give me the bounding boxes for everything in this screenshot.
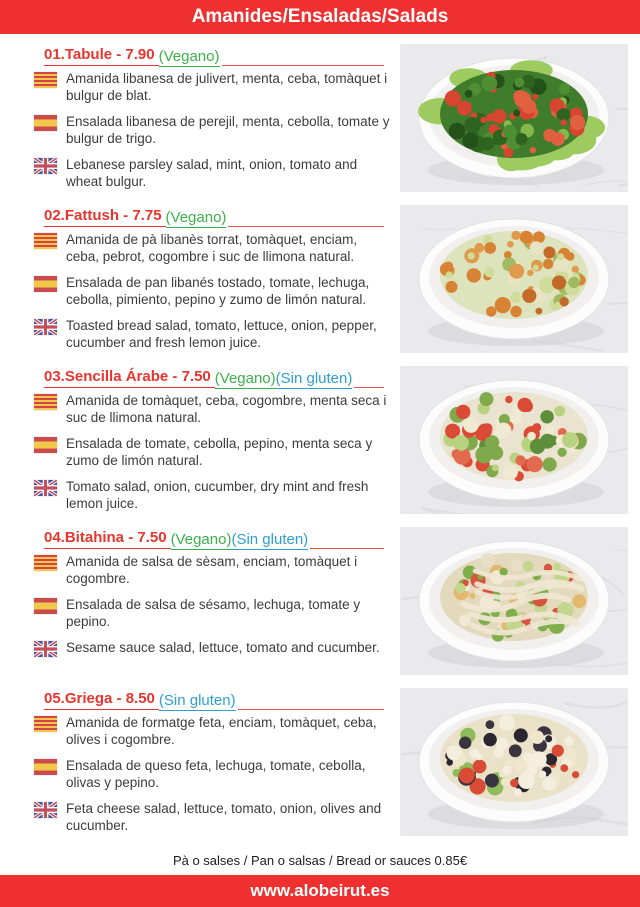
item-diet-tags (171, 530, 309, 549)
description-text: Sesame sauce salad, lettuce, tomato and cucumber. (66, 640, 380, 655)
item-descriptions (34, 392, 390, 512)
catalonia-flag-icon (34, 555, 57, 571)
diet-tag-vegan: (Vegano) (214, 370, 276, 387)
description-row (34, 435, 390, 469)
diet-tag-gluten: (Sin gluten) (158, 692, 236, 709)
title-rule-line (228, 226, 384, 227)
title-rule-line (354, 387, 384, 388)
description-text: Amanida de tomàquet, ceba, cogombre, menta seca i suc de llimona natural. (66, 393, 387, 425)
description-text: Tomato salad, onion, cucumber, dry mint and fresh lemon juice. (66, 479, 369, 511)
menu-item (34, 688, 628, 849)
description-row (34, 231, 390, 265)
uk-flag-icon (34, 158, 57, 174)
description-row (34, 553, 390, 587)
sauces-note (0, 849, 640, 875)
catalonia-flag-icon (34, 394, 57, 410)
description-row (34, 70, 390, 104)
description-text: Lebanese parsley salad, mint, onion, tomato and wheat bulgur. (66, 157, 358, 189)
item-descriptions (34, 70, 390, 190)
fattush-dish-photo (400, 205, 628, 353)
sauces-note-text: Pà o salses / Pan o salsas / Bread or sauces 0.85€ (172, 853, 468, 868)
description-text: Ensalada de salsa de sésamo, lechuga, tomate y pepino. (66, 597, 361, 629)
item-text-column (34, 527, 390, 688)
description-text: Ensalada de tomate, cebolla, pepino, menta seca y zumo de limón natural. (66, 436, 373, 468)
catalonia-flag-icon (34, 233, 57, 249)
title-rule-line (238, 709, 384, 710)
description-row (34, 113, 390, 147)
menu-content (0, 34, 640, 849)
item-title (44, 689, 384, 710)
diet-tag-vegan: (Vegano) (158, 48, 220, 65)
item-title (44, 206, 384, 227)
catalonia-flag-icon (34, 72, 57, 88)
uk-flag-icon (34, 319, 57, 335)
diet-tag-vegan: (Vegano) (170, 531, 232, 548)
description-text: Ensalada de queso feta, lechuga, tomate, cebolla, olivas y pepino. (66, 758, 366, 790)
menu-item (34, 205, 628, 366)
description-text: Amanida de formatge feta, enciam, tomàquet, ceba, olives i cogombre. (66, 715, 377, 747)
diet-tag-gluten: (Sin gluten) (275, 370, 353, 387)
description-text: Ensalada libanesa de perejil, menta, cebolla, tomate y bulgur de trigo. (66, 114, 390, 146)
item-name-price: 01.Tabule - 7.90 (44, 45, 159, 66)
uk-flag-icon (34, 802, 57, 818)
item-text-column (34, 44, 390, 205)
menu-item (34, 366, 628, 527)
sencilla-arabe-dish-photo (400, 366, 628, 514)
description-row (34, 317, 390, 351)
description-text: Amanida de salsa de sèsam, enciam, tomàquet i cogombre. (66, 554, 358, 586)
item-name-price: 05.Griega - 8.50 (44, 689, 159, 710)
item-name-price: 02.Fattush - 7.75 (44, 206, 166, 227)
spain-flag-icon (34, 276, 57, 292)
item-title (44, 45, 384, 66)
item-text-column (34, 366, 390, 527)
description-row (34, 757, 390, 791)
item-name-price: 04.Bitahina - 7.50 (44, 528, 171, 549)
item-descriptions (34, 714, 390, 834)
item-diet-tags (215, 369, 353, 388)
website-link[interactable]: www.alobeirut.es (250, 881, 390, 900)
page-footer-bar (0, 875, 640, 907)
diet-tag-vegan: (Vegano) (165, 209, 227, 226)
item-title (44, 528, 384, 549)
catalonia-flag-icon (34, 716, 57, 732)
description-text: Feta cheese salad, lettuce, tomato, onion, olives and cucumber. (66, 801, 382, 833)
item-descriptions (34, 231, 390, 351)
item-title (44, 367, 384, 388)
item-diet-tags (159, 691, 236, 710)
tabule-dish-photo (400, 44, 628, 192)
item-name-price: 03.Sencilla Árabe - 7.50 (44, 367, 215, 388)
description-row (34, 392, 390, 426)
description-text: Amanida libanesa de julivert, menta, ceba, tomàquet i bulgur de blat. (66, 71, 388, 103)
spain-flag-icon (34, 759, 57, 775)
description-row (34, 596, 390, 630)
description-row (34, 156, 390, 190)
item-diet-tags (159, 47, 220, 66)
spain-flag-icon (34, 437, 57, 453)
description-row (34, 714, 390, 748)
menu-items (34, 44, 628, 849)
description-row (34, 274, 390, 308)
page-title: Amanides/Ensaladas/Salads (191, 6, 449, 27)
description-row (34, 639, 390, 657)
item-descriptions (34, 553, 390, 657)
page-header-bar (0, 0, 640, 34)
uk-flag-icon (34, 480, 57, 496)
bitahina-dish-photo (400, 527, 628, 675)
spain-flag-icon (34, 598, 57, 614)
description-row (34, 800, 390, 834)
menu-item (34, 44, 628, 205)
title-rule-line (310, 548, 384, 549)
item-diet-tags (166, 208, 227, 227)
description-text: Amanida de pà libanès torrat, tomàquet, enciam, ceba, pebrot, cogombre i suc de llimona natural. (66, 232, 358, 264)
item-text-column (34, 205, 390, 366)
spain-flag-icon (34, 115, 57, 131)
description-row (34, 478, 390, 512)
diet-tag-gluten: (Sin gluten) (231, 531, 309, 548)
description-text: Ensalada de pan libanés tostado, tomate, lechuga, cebolla, pimiento, pepino y zumo de limón natural. (66, 275, 370, 307)
menu-item (34, 527, 628, 688)
uk-flag-icon (34, 641, 57, 657)
title-rule-line (222, 65, 385, 66)
description-text: Toasted bread salad, tomato, lettuce, onion, pepper, cucumber and fresh lemon juice. (66, 318, 377, 350)
item-text-column (34, 688, 390, 849)
griega-dish-photo (400, 688, 628, 836)
